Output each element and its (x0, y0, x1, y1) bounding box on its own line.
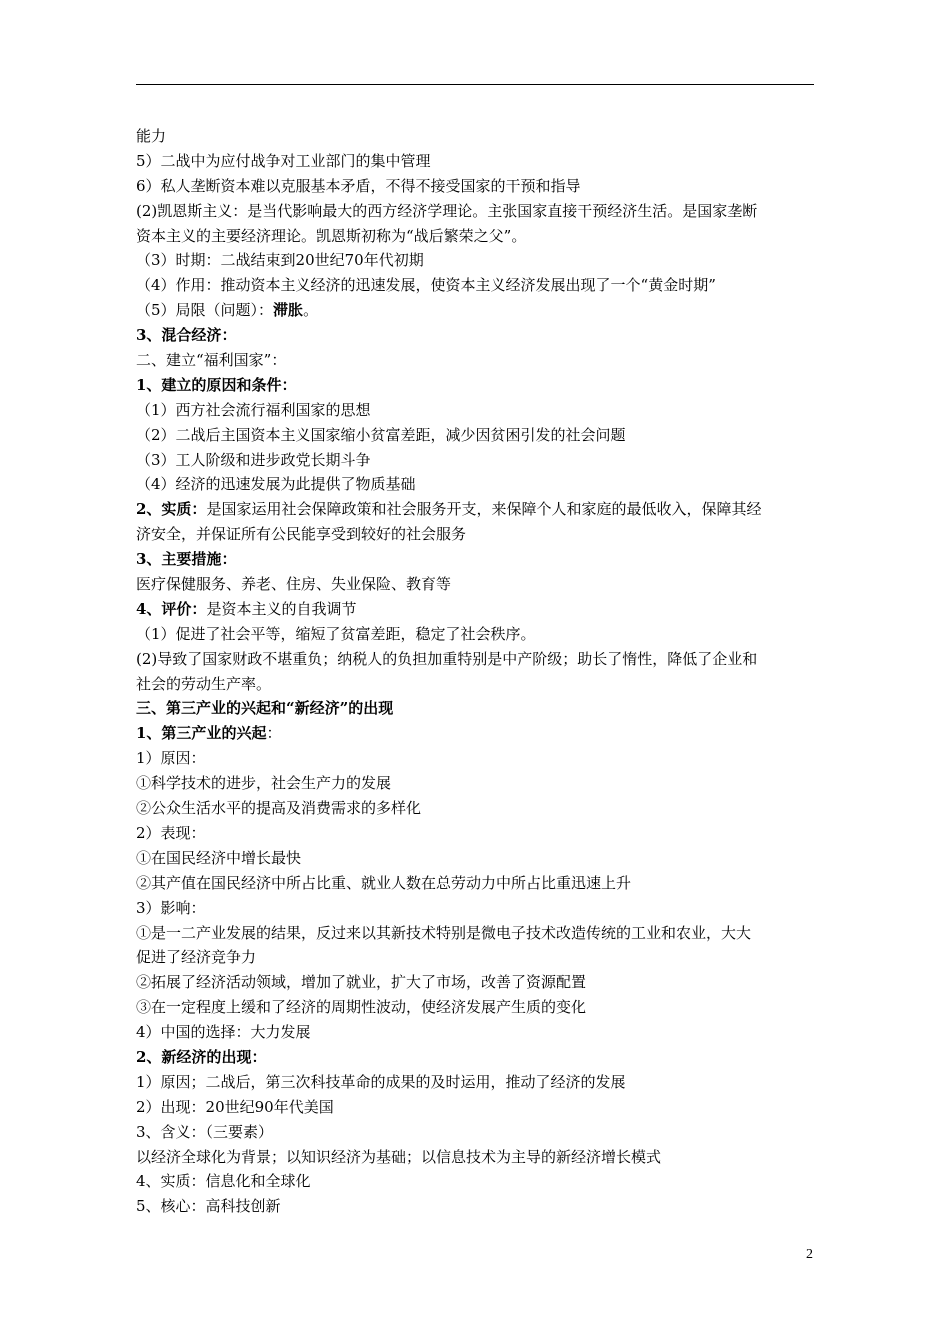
text-line (136, 746, 826, 771)
text-line (136, 572, 826, 597)
header-rule (136, 84, 814, 85)
text-line (136, 448, 826, 473)
text-line (136, 373, 826, 398)
text-line (136, 199, 826, 224)
text-segment: 促进了经济竞争力 (136, 948, 257, 967)
text-segment: 。 (303, 301, 319, 320)
text-line (136, 248, 826, 273)
text-segment: ①科学技术的进步，社会生产力的发展 (136, 774, 392, 793)
text-segment: (2)凯恩斯主义：是当代影响最大的西方经济学理论。主张国家直接干预经济生活。是国家垄断 (136, 201, 758, 220)
text-line (136, 921, 826, 946)
text-line (136, 298, 826, 323)
text-segment: （4）经济的迅速发展为此提供了物质基础 (136, 475, 416, 494)
document-body (136, 124, 826, 1219)
text-segment: ①在国民经济中增长最快 (136, 848, 302, 867)
bold-text: 3、主要措施： (136, 550, 237, 569)
text-line (136, 1045, 826, 1070)
text-segment: 1）原因： (136, 749, 206, 768)
text-line (136, 970, 826, 995)
bold-text: 1、建立的原因和条件： (136, 375, 297, 394)
text-segment: （1）西方社会流行福利国家的思想 (136, 400, 371, 419)
text-line (136, 497, 826, 522)
text-segment: 1）原因；二战后，第三次科技革命的成果的及时运用，推动了经济的发展 (136, 1072, 626, 1091)
text-segment: 2）出现：20世纪90年代美国 (136, 1097, 334, 1116)
text-segment: 4）中国的选择：大力发展 (136, 1023, 311, 1042)
bold-text: 滞胀 (273, 301, 304, 320)
text-line (136, 995, 826, 1020)
text-segment: 6）私人垄断资本难以克服基本矛盾，不得不接受国家的干预和指导 (136, 176, 581, 195)
text-line (136, 846, 826, 871)
bold-text: 2、新经济的出现： (136, 1047, 267, 1066)
bold-text: 4、评价： (136, 599, 207, 618)
text-line (136, 771, 826, 796)
text-segment: 5、核心：高科技创新 (136, 1197, 281, 1216)
text-segment: （3）时期：二战结束到20世纪70年代初期 (136, 251, 424, 270)
text-segment: ： (266, 724, 282, 743)
text-segment: 社会的劳动生产率。 (136, 674, 272, 693)
text-line (136, 796, 826, 821)
text-segment: （3）工人阶级和进步政党长期斗争 (136, 450, 371, 469)
text-segment: ②其产值在国民经济中所占比重、就业人数在总劳动力中所占比重迅速上升 (136, 873, 632, 892)
text-line (136, 622, 826, 647)
text-line (136, 896, 826, 921)
text-segment: 二、建立“福利国家”： (136, 351, 287, 370)
text-line (136, 597, 826, 622)
text-segment: 3、含义：（三要素） (136, 1122, 274, 1141)
text-line (136, 647, 826, 672)
text-line (136, 721, 826, 746)
text-segment: 4、实质：信息化和全球化 (136, 1172, 311, 1191)
bold-text: 三、第三产业的兴起和“新经济”的出现 (136, 699, 394, 718)
text-line (136, 174, 826, 199)
text-line (136, 1020, 826, 1045)
text-line (136, 1070, 826, 1095)
text-segment: 3）影响： (136, 898, 206, 917)
text-segment: （5）局限（问题）： (136, 301, 274, 320)
text-line (136, 224, 826, 249)
text-segment: ②公众生活水平的提高及消费需求的多样化 (136, 799, 422, 818)
text-line (136, 423, 826, 448)
page-number: 2 (806, 1247, 813, 1262)
text-segment: （1）促进了社会平等，缩短了贫富差距，稳定了社会秩序。 (136, 624, 536, 643)
text-line (136, 348, 826, 373)
text-line (136, 871, 826, 896)
text-segment: 济安全，并保证所有公民能享受到较好的社会服务 (136, 525, 467, 544)
bold-text: 3、混合经济： (136, 326, 237, 345)
text-segment: ①是一二产业发展的结果，反过来以其新技术特别是微电子技术改造传统的工业和农业，大大 (136, 923, 752, 942)
text-line (136, 124, 826, 149)
text-line (136, 149, 826, 174)
text-line (136, 1194, 826, 1219)
text-segment: (2)导致了国家财政不堪重负；纳税人的负担加重特别是中产阶级；助长了惰性，降低了企业和 (136, 649, 758, 668)
text-line (136, 398, 826, 423)
text-line (136, 1095, 826, 1120)
text-segment: 是国家运用社会保障政策和社会服务开支，来保障个人和家庭的最低收入，保障其经 (206, 500, 762, 519)
text-segment: 医疗保健服务、养老、住房、失业保险、教育等 (136, 575, 452, 594)
text-segment: ③在一定程度上缓和了经济的周期性波动，使经济发展产生质的变化 (136, 998, 587, 1017)
text-segment: 能力 (136, 127, 167, 145)
text-segment: （2）二战后主国资本主义国家缩小贫富差距，减少因贫困引发的社会问题 (136, 425, 626, 444)
text-line (136, 273, 826, 298)
text-segment: 5）二战中为应付战争对工业部门的集中管理 (136, 151, 431, 170)
text-segment: 资本主义的主要经济理论。凯恩斯初称为“战后繁荣之父”。 (136, 226, 527, 245)
text-segment: （4）作用：推动资本主义经济的迅速发展，使资本主义经济发展出现了一个“黄金时期” (136, 276, 716, 295)
text-line (136, 1145, 826, 1170)
text-segment: 以经济全球化为背景；以知识经济为基础；以信息技术为主导的新经济增长模式 (136, 1147, 662, 1166)
text-line (136, 547, 826, 572)
text-line (136, 522, 826, 547)
text-line (136, 821, 826, 846)
text-line (136, 472, 826, 497)
text-segment: 是资本主义的自我调节 (206, 599, 357, 618)
text-line (136, 672, 826, 697)
bold-text: 1、第三产业的兴起 (136, 724, 267, 743)
text-line (136, 696, 826, 721)
text-line (136, 323, 826, 348)
text-segment: 2）表现： (136, 823, 206, 842)
text-line (136, 945, 826, 970)
text-line (136, 1169, 826, 1194)
text-segment: ②拓展了经济活动领域，增加了就业，扩大了市场，改善了资源配置 (136, 973, 587, 992)
bold-text: 2、实质： (136, 500, 207, 519)
text-line (136, 1120, 826, 1145)
